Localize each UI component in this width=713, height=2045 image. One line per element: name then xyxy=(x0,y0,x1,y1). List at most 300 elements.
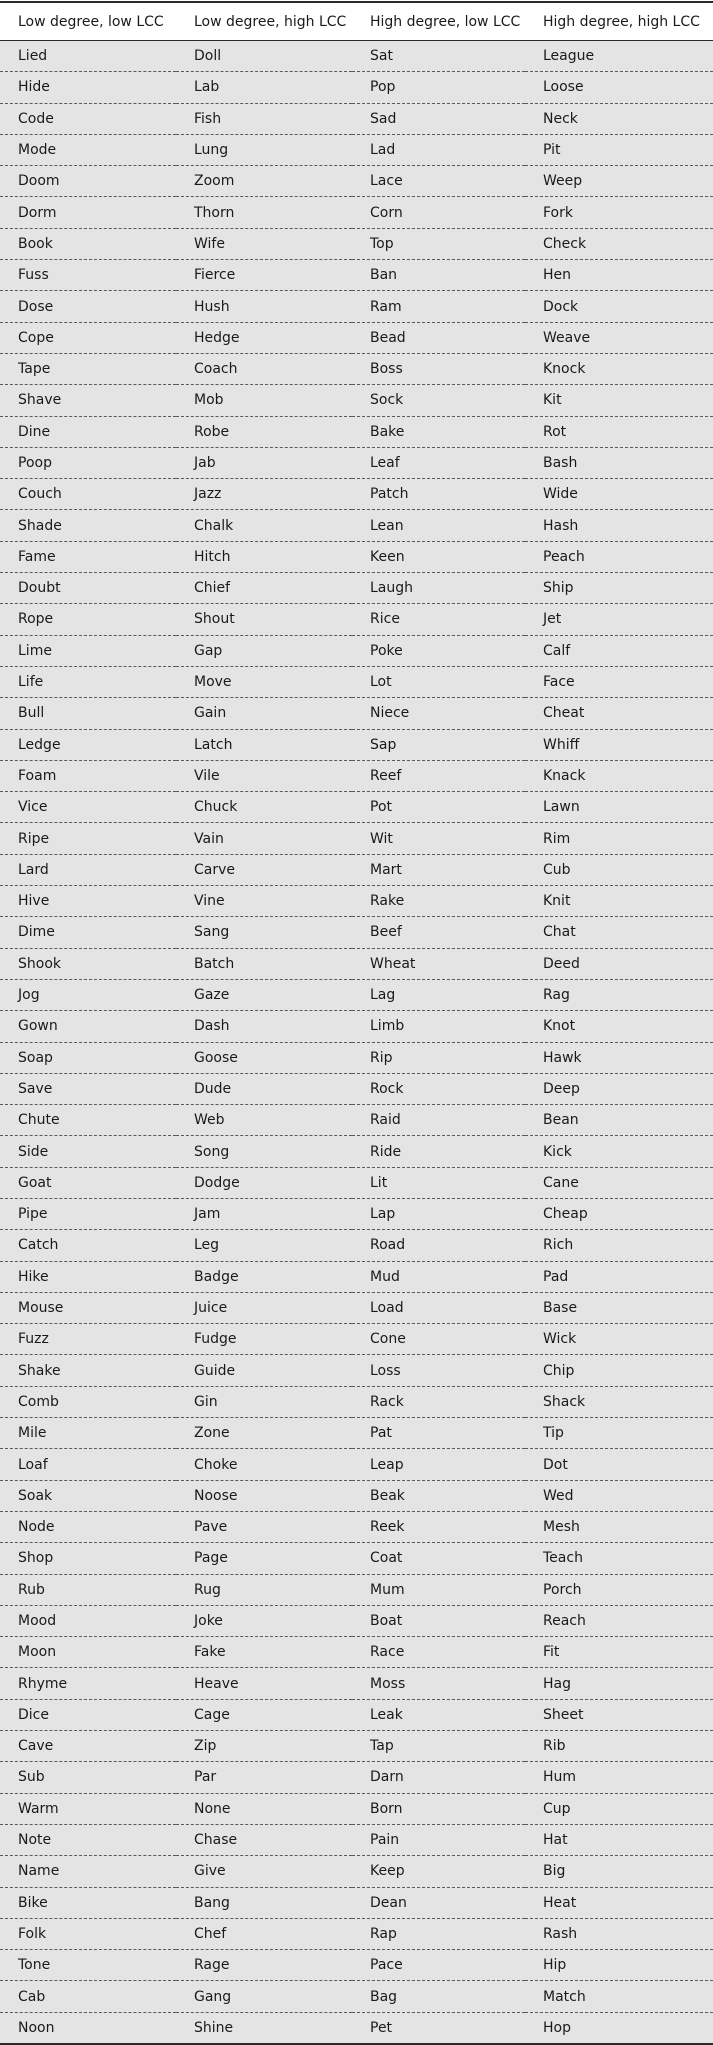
table-cell: Gang xyxy=(176,1981,352,2012)
table-cell: Deep xyxy=(525,1073,713,1104)
table-cell: Jazz xyxy=(176,479,352,510)
table-cell: Heat xyxy=(525,1887,713,1918)
table-cell: League xyxy=(525,41,713,72)
table-row xyxy=(0,1887,713,1918)
table-cell: Lad xyxy=(352,134,525,165)
table-cell: Dock xyxy=(525,291,713,322)
table-cell: Heave xyxy=(176,1668,352,1699)
table-row xyxy=(0,666,713,697)
table-row xyxy=(0,385,713,416)
table-row xyxy=(0,886,713,917)
table-cell: Juice xyxy=(176,1292,352,1323)
table-cell: Jam xyxy=(176,1198,352,1229)
table-cell: Lied xyxy=(0,41,176,72)
table-row xyxy=(0,1418,713,1449)
table-cell: Wife xyxy=(176,228,352,259)
table-cell: Hive xyxy=(0,886,176,917)
table-cell: Bash xyxy=(525,447,713,478)
table-cell: Vain xyxy=(176,823,352,854)
table-cell: Batch xyxy=(176,948,352,979)
table-cell: Knit xyxy=(525,886,713,917)
table-row xyxy=(0,322,713,353)
table-row xyxy=(0,197,713,228)
table-cell: Sat xyxy=(352,41,525,72)
table-row xyxy=(0,1230,713,1261)
table-cell: Wick xyxy=(525,1324,713,1355)
table-row xyxy=(0,635,713,666)
table-row xyxy=(0,1762,713,1793)
table-row xyxy=(0,1292,713,1323)
table-cell: Cane xyxy=(525,1167,713,1198)
table-cell: Hat xyxy=(525,1824,713,1855)
table-cell: Soap xyxy=(0,1042,176,1073)
table-cell: Rake xyxy=(352,886,525,917)
table-row xyxy=(0,792,713,823)
table-row xyxy=(0,1042,713,1073)
table-row xyxy=(0,1261,713,1292)
table-cell: Bull xyxy=(0,698,176,729)
table-cell: Mud xyxy=(352,1261,525,1292)
table-cell: Tape xyxy=(0,353,176,384)
table-cell: Gap xyxy=(176,635,352,666)
table-cell: Match xyxy=(525,1981,713,2012)
table-cell: Move xyxy=(176,666,352,697)
table-row xyxy=(0,416,713,447)
table-cell: Rice xyxy=(352,604,525,635)
table-cell: Rope xyxy=(0,604,176,635)
table-cell: Pit xyxy=(525,134,713,165)
table-cell: Pipe xyxy=(0,1198,176,1229)
table-cell: Coach xyxy=(176,353,352,384)
table-cell: Carve xyxy=(176,854,352,885)
table-cell: Folk xyxy=(0,1918,176,1949)
table-cell: Ban xyxy=(352,260,525,291)
column-header-low-degree-high-lcc: Low degree, high LCC xyxy=(176,2,352,41)
table-cell: Laugh xyxy=(352,573,525,604)
table-cell: Reek xyxy=(352,1511,525,1542)
table-row xyxy=(0,1793,713,1824)
table-cell: Sheet xyxy=(525,1699,713,1730)
table-cell: Keep xyxy=(352,1856,525,1887)
table-cell: Chalk xyxy=(176,510,352,541)
table-cell: Coat xyxy=(352,1543,525,1574)
table-cell: Shout xyxy=(176,604,352,635)
table-cell: Rot xyxy=(525,416,713,447)
table-cell: Gaze xyxy=(176,979,352,1010)
table-cell: Mood xyxy=(0,1605,176,1636)
table-cell: Chase xyxy=(176,1824,352,1855)
table-cell: Chef xyxy=(176,1918,352,1949)
table-cell: Side xyxy=(0,1136,176,1167)
table-cell: Choke xyxy=(176,1449,352,1480)
table-cell: Dean xyxy=(352,1887,525,1918)
table-cell: Gin xyxy=(176,1386,352,1417)
table-cell: Check xyxy=(525,228,713,259)
table-cell: Pat xyxy=(352,1418,525,1449)
table-cell: Calf xyxy=(525,635,713,666)
table-cell: Rap xyxy=(352,1918,525,1949)
table-cell: Vine xyxy=(176,886,352,917)
table-row xyxy=(0,1605,713,1636)
table-cell: Whiff xyxy=(525,729,713,760)
table-row xyxy=(0,1511,713,1542)
table-cell: Dorm xyxy=(0,197,176,228)
table-cell: Foam xyxy=(0,760,176,791)
table-row xyxy=(0,1386,713,1417)
table-cell: Bike xyxy=(0,1887,176,1918)
word-list-table xyxy=(0,1,713,2045)
table-cell: Code xyxy=(0,103,176,134)
table-cell: Doll xyxy=(176,41,352,72)
table-cell: Shack xyxy=(525,1386,713,1417)
table-row xyxy=(0,1824,713,1855)
table-cell: Road xyxy=(352,1230,525,1261)
table-cell: Boat xyxy=(352,1605,525,1636)
table-cell: Cope xyxy=(0,322,176,353)
table-cell: Boss xyxy=(352,353,525,384)
table-cell: Noon xyxy=(0,2012,176,2044)
table-header xyxy=(0,2,713,41)
table-cell: Load xyxy=(352,1292,525,1323)
table-cell: Lit xyxy=(352,1167,525,1198)
table-cell: Lace xyxy=(352,166,525,197)
table-cell: Pave xyxy=(176,1511,352,1542)
table-cell: Fuss xyxy=(0,260,176,291)
table-cell: Pet xyxy=(352,2012,525,2044)
table-row xyxy=(0,1731,713,1762)
table-cell: Cab xyxy=(0,1981,176,2012)
table-cell: Lab xyxy=(176,72,352,103)
table-cell: Soak xyxy=(0,1480,176,1511)
table-cell: Zip xyxy=(176,1731,352,1762)
table-cell: Rack xyxy=(352,1386,525,1417)
table-cell: Fame xyxy=(0,541,176,572)
table-row xyxy=(0,510,713,541)
table-cell: Lap xyxy=(352,1198,525,1229)
table-cell: Mum xyxy=(352,1574,525,1605)
table-cell: Gain xyxy=(176,698,352,729)
table-cell: Hush xyxy=(176,291,352,322)
table-cell: Lot xyxy=(352,666,525,697)
table-cell: Bang xyxy=(176,1887,352,1918)
table-row xyxy=(0,823,713,854)
table-cell: Name xyxy=(0,1856,176,1887)
table-cell: Rage xyxy=(176,1950,352,1981)
table-cell: Zone xyxy=(176,1418,352,1449)
table-cell: Pain xyxy=(352,1824,525,1855)
table-cell: Page xyxy=(176,1543,352,1574)
table-cell: Hop xyxy=(525,2012,713,2044)
table-cell: Wheat xyxy=(352,948,525,979)
table-cell: Mesh xyxy=(525,1511,713,1542)
table-cell: Dose xyxy=(0,291,176,322)
column-header-high-degree-high-lcc: High degree, high LCC xyxy=(525,2,713,41)
table-cell: Corn xyxy=(352,197,525,228)
table-cell: Bake xyxy=(352,416,525,447)
table-cell: Save xyxy=(0,1073,176,1104)
table-cell: Kick xyxy=(525,1136,713,1167)
table-cell: Peach xyxy=(525,541,713,572)
table-row xyxy=(0,1574,713,1605)
table-cell: Dodge xyxy=(176,1167,352,1198)
table-cell: None xyxy=(176,1793,352,1824)
table-cell: Hag xyxy=(525,1668,713,1699)
table-cell: Face xyxy=(525,666,713,697)
table-cell: Mart xyxy=(352,854,525,885)
table-row xyxy=(0,134,713,165)
table-row xyxy=(0,1637,713,1668)
table-cell: Wide xyxy=(525,479,713,510)
table-row xyxy=(0,1950,713,1981)
table-cell: Fish xyxy=(176,103,352,134)
table-cell: Fuzz xyxy=(0,1324,176,1355)
table-cell: Ripe xyxy=(0,823,176,854)
table-cell: Loose xyxy=(525,72,713,103)
table-cell: Shop xyxy=(0,1543,176,1574)
table-row xyxy=(0,291,713,322)
table-cell: Mode xyxy=(0,134,176,165)
table-cell: Mouse xyxy=(0,1292,176,1323)
table-cell: Born xyxy=(352,1793,525,1824)
table-cell: Lean xyxy=(352,510,525,541)
table-row xyxy=(0,604,713,635)
table-cell: Cheap xyxy=(525,1198,713,1229)
table-cell: Comb xyxy=(0,1386,176,1417)
table-row xyxy=(0,1918,713,1949)
table-cell: Shook xyxy=(0,948,176,979)
table-cell: Fake xyxy=(176,1637,352,1668)
table-cell: Neck xyxy=(525,103,713,134)
table-row xyxy=(0,260,713,291)
table-cell: Cave xyxy=(0,1731,176,1762)
table-cell: Life xyxy=(0,666,176,697)
table-cell: Rock xyxy=(352,1073,525,1104)
table-cell: Ship xyxy=(525,573,713,604)
table-cell: Hawk xyxy=(525,1042,713,1073)
table-row xyxy=(0,854,713,885)
table-cell: Lard xyxy=(0,854,176,885)
table-row xyxy=(0,166,713,197)
table-cell: Doom xyxy=(0,166,176,197)
table-cell: Beak xyxy=(352,1480,525,1511)
table-cell: Loss xyxy=(352,1355,525,1386)
table-cell: Leak xyxy=(352,1699,525,1730)
table-cell: Chat xyxy=(525,917,713,948)
table-cell: Chip xyxy=(525,1355,713,1386)
table-cell: Teach xyxy=(525,1543,713,1574)
table-cell: Hedge xyxy=(176,322,352,353)
table-cell: Moon xyxy=(0,1637,176,1668)
table-cell: Rag xyxy=(525,979,713,1010)
header-row xyxy=(0,2,713,41)
table-cell: Par xyxy=(176,1762,352,1793)
table-cell: Wed xyxy=(525,1480,713,1511)
table-cell: Book xyxy=(0,228,176,259)
table-row xyxy=(0,1355,713,1386)
table-cell: Pad xyxy=(525,1261,713,1292)
table-row xyxy=(0,1198,713,1229)
table-cell: Lag xyxy=(352,979,525,1010)
table-cell: Deed xyxy=(525,948,713,979)
table-row xyxy=(0,72,713,103)
table-cell: Hitch xyxy=(176,541,352,572)
table-cell: Sock xyxy=(352,385,525,416)
table-cell: Fudge xyxy=(176,1324,352,1355)
table-cell: Hum xyxy=(525,1762,713,1793)
table-row xyxy=(0,729,713,760)
table-cell: Chuck xyxy=(176,792,352,823)
table-cell: Mob xyxy=(176,385,352,416)
table-cell: Race xyxy=(352,1637,525,1668)
table-cell: Pop xyxy=(352,72,525,103)
table-row xyxy=(0,1105,713,1136)
table-cell: Warm xyxy=(0,1793,176,1824)
table-cell: Moss xyxy=(352,1668,525,1699)
table-cell: Rich xyxy=(525,1230,713,1261)
table-cell: Fit xyxy=(525,1637,713,1668)
table-cell: Noose xyxy=(176,1480,352,1511)
table-cell: Give xyxy=(176,1856,352,1887)
table-cell: Sub xyxy=(0,1762,176,1793)
table-cell: Cheat xyxy=(525,698,713,729)
table-cell: Poke xyxy=(352,635,525,666)
table-cell: Song xyxy=(176,1136,352,1167)
table-row xyxy=(0,1543,713,1574)
table-cell: Guide xyxy=(176,1355,352,1386)
table-cell: Cone xyxy=(352,1324,525,1355)
table-cell: Tap xyxy=(352,1731,525,1762)
table-cell: Tip xyxy=(525,1418,713,1449)
table-cell: Lung xyxy=(176,134,352,165)
table-cell: Rub xyxy=(0,1574,176,1605)
table-row xyxy=(0,1449,713,1480)
column-header-high-degree-low-lcc: High degree, low LCC xyxy=(352,2,525,41)
table-cell: Pace xyxy=(352,1950,525,1981)
table-cell: Node xyxy=(0,1511,176,1542)
table-cell: Joke xyxy=(176,1605,352,1636)
table-cell: Porch xyxy=(525,1574,713,1605)
table-cell: Vice xyxy=(0,792,176,823)
table-cell: Hen xyxy=(525,260,713,291)
table-row xyxy=(0,948,713,979)
table-row xyxy=(0,41,713,72)
table-cell: Reef xyxy=(352,760,525,791)
table-cell: Tone xyxy=(0,1950,176,1981)
table-cell: Shine xyxy=(176,2012,352,2044)
table-cell: Dude xyxy=(176,1073,352,1104)
table-row xyxy=(0,541,713,572)
table-cell: Jab xyxy=(176,447,352,478)
table-cell: Lime xyxy=(0,635,176,666)
table-cell: Ram xyxy=(352,291,525,322)
table-cell: Cup xyxy=(525,1793,713,1824)
table-cell: Beef xyxy=(352,917,525,948)
table-cell: Dice xyxy=(0,1699,176,1730)
table-cell: Mile xyxy=(0,1418,176,1449)
table-row xyxy=(0,1136,713,1167)
table-cell: Bean xyxy=(525,1105,713,1136)
table-row xyxy=(0,353,713,384)
table-cell: Sad xyxy=(352,103,525,134)
table-row xyxy=(0,1856,713,1887)
table-cell: Bag xyxy=(352,1981,525,2012)
table-row xyxy=(0,1699,713,1730)
table-cell: Rhyme xyxy=(0,1668,176,1699)
table-body xyxy=(0,41,713,2045)
table-row xyxy=(0,979,713,1010)
table-cell: Patch xyxy=(352,479,525,510)
table-cell: Rash xyxy=(525,1918,713,1949)
table-cell: Zoom xyxy=(176,166,352,197)
table-cell: Rim xyxy=(525,823,713,854)
table-cell: Hip xyxy=(525,1950,713,1981)
table-row xyxy=(0,1324,713,1355)
table-cell: Latch xyxy=(176,729,352,760)
table-cell: Vile xyxy=(176,760,352,791)
table-cell: Chute xyxy=(0,1105,176,1136)
table-row xyxy=(0,479,713,510)
table-cell: Jog xyxy=(0,979,176,1010)
table-row xyxy=(0,2012,713,2044)
table-cell: Cage xyxy=(176,1699,352,1730)
table-cell: Goat xyxy=(0,1167,176,1198)
table-cell: Leap xyxy=(352,1449,525,1480)
table-cell: Leaf xyxy=(352,447,525,478)
table-cell: Jet xyxy=(525,604,713,635)
table-cell: Knack xyxy=(525,760,713,791)
table-cell: Rib xyxy=(525,1731,713,1762)
table-row xyxy=(0,698,713,729)
table-cell: Hide xyxy=(0,72,176,103)
table-cell: Raid xyxy=(352,1105,525,1136)
table-cell: Shade xyxy=(0,510,176,541)
table-cell: Sang xyxy=(176,917,352,948)
table-cell: Chief xyxy=(176,573,352,604)
table-cell: Badge xyxy=(176,1261,352,1292)
table-cell: Cub xyxy=(525,854,713,885)
table-row xyxy=(0,1668,713,1699)
table-cell: Niece xyxy=(352,698,525,729)
column-header-low-degree-low-lcc: Low degree, low LCC xyxy=(0,2,176,41)
table-cell: Robe xyxy=(176,416,352,447)
table-cell: Doubt xyxy=(0,573,176,604)
table-row xyxy=(0,103,713,134)
table-cell: Bead xyxy=(352,322,525,353)
table-row xyxy=(0,1073,713,1104)
table-row xyxy=(0,1981,713,2012)
table-cell: Ride xyxy=(352,1136,525,1167)
table-cell: Dine xyxy=(0,416,176,447)
table-cell: Dime xyxy=(0,917,176,948)
table-cell: Wit xyxy=(352,823,525,854)
table-cell: Poop xyxy=(0,447,176,478)
table-cell: Fierce xyxy=(176,260,352,291)
table-cell: Rip xyxy=(352,1042,525,1073)
table-cell: Weep xyxy=(525,166,713,197)
table-cell: Web xyxy=(176,1105,352,1136)
table-cell: Rug xyxy=(176,1574,352,1605)
table-row xyxy=(0,917,713,948)
table-row xyxy=(0,1011,713,1042)
table-cell: Leg xyxy=(176,1230,352,1261)
table-row xyxy=(0,447,713,478)
table-cell: Sap xyxy=(352,729,525,760)
table-cell: Limb xyxy=(352,1011,525,1042)
table-cell: Kit xyxy=(525,385,713,416)
table-cell: Ledge xyxy=(0,729,176,760)
table-cell: Thorn xyxy=(176,197,352,228)
table-cell: Weave xyxy=(525,322,713,353)
